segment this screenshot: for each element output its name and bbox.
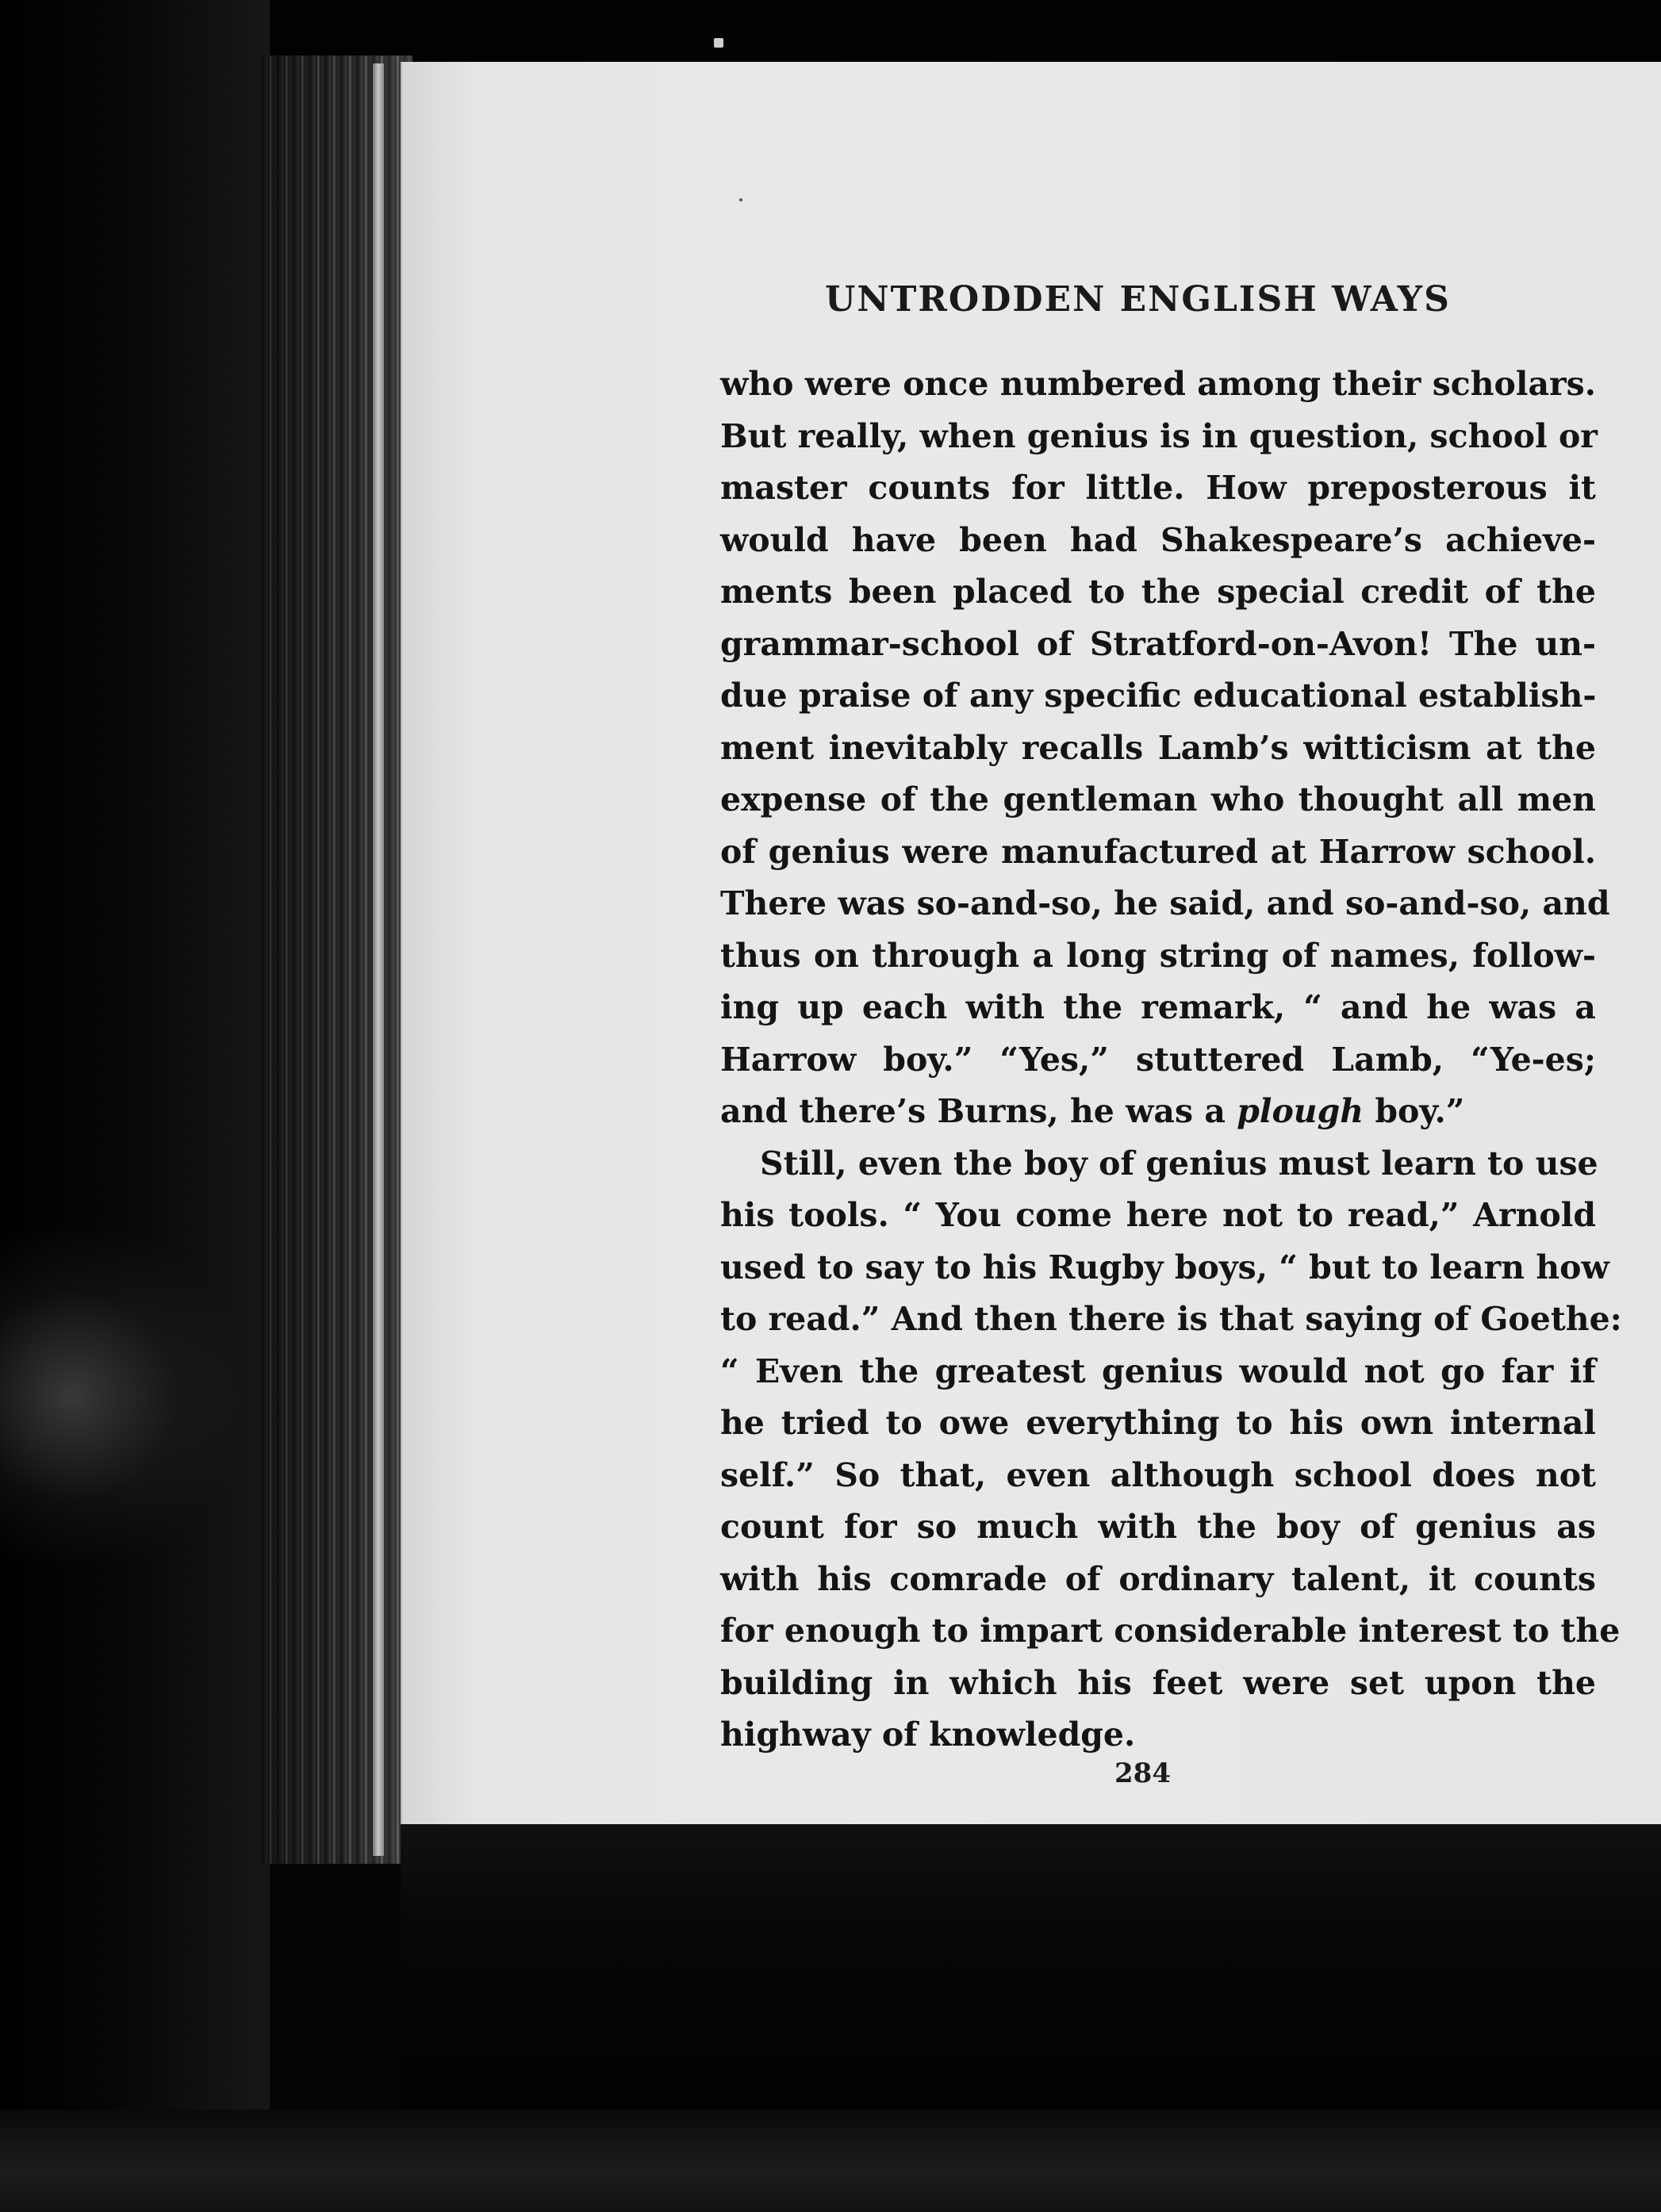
text-line: grammar-school of Stratford-on-Avon! The un- xyxy=(720,624,1596,663)
running-head: UNTRODDEN ENGLISH WAYS xyxy=(825,279,1451,320)
text-segment: and there’s Burns, he was a xyxy=(720,1092,1237,1130)
text-line: would have been had Shakespeare’s achieve- xyxy=(720,520,1596,559)
page-speck xyxy=(739,198,742,201)
text-line: self.” So that, even although school does not xyxy=(720,1455,1596,1494)
book-page-edge-highlight xyxy=(373,63,384,1856)
text-line: Harrow boy.” “Yes,” stuttered Lamb, “Ye-es; xyxy=(720,1040,1596,1079)
text-line: with his comrade of ordinary talent, it counts xyxy=(720,1559,1596,1598)
scan-bottom-border xyxy=(0,2110,1661,2212)
text-line: who were once numbered among their scholars. xyxy=(720,365,1596,403)
text-line: Still, even the boy of genius must learn to use xyxy=(760,1144,1598,1183)
text-line: ments been placed to the special credit of the xyxy=(720,573,1596,611)
text-line: There was so-and-so, he said, and so-and-so, and xyxy=(720,884,1610,922)
text-line: of genius were manufactured at Harrow school. xyxy=(720,832,1596,871)
book-page-edges-shading xyxy=(262,56,412,1864)
scan-smudge xyxy=(0,1229,238,1562)
text-line: count for so much with the boy of genius as xyxy=(720,1508,1596,1546)
text-line: But really, when genius is in question, school or xyxy=(720,416,1598,455)
text-line: his tools. “ You come here not to read,” Arnold xyxy=(720,1196,1596,1234)
text-line xyxy=(720,1086,1596,1138)
scan-left-border xyxy=(0,0,270,2212)
emphasized-word: plough xyxy=(1237,1092,1364,1130)
page-number: 284 xyxy=(1114,1758,1171,1789)
text-line: master counts for little. How preposterous it xyxy=(720,469,1596,507)
text-line: to read.” And then there is that saying of Goethe: xyxy=(720,1300,1622,1338)
text-line: highway of knowledge. xyxy=(720,1716,1136,1754)
text-line: he tried to owe everything to his own internal xyxy=(720,1404,1596,1442)
paragraph-1 xyxy=(720,358,1610,1138)
text-segment: boy.” xyxy=(1364,1092,1465,1130)
scan-speck xyxy=(714,38,723,48)
text-line: ment inevitably recalls Lamb’s witticism at the xyxy=(720,728,1596,767)
text-line: ing up each with the remark, “ and he was a xyxy=(720,988,1596,1026)
text-line: building in which his feet were set upon the xyxy=(720,1663,1596,1702)
text-line: due praise of any specific educational establish- xyxy=(720,677,1597,715)
body-text xyxy=(720,358,1622,1762)
text-line: used to say to his Rugby boys, “ but to learn how xyxy=(720,1248,1609,1286)
text-line: for enough to impart considerable interest to the xyxy=(720,1612,1621,1650)
paragraph-2 xyxy=(720,1138,1622,1762)
text-line: expense of the gentleman who thought all men xyxy=(720,780,1596,818)
text-line: thus on through a long string of names, follow- xyxy=(720,936,1596,975)
text-line: “ Even the greatest genius would not go far if xyxy=(720,1351,1596,1390)
